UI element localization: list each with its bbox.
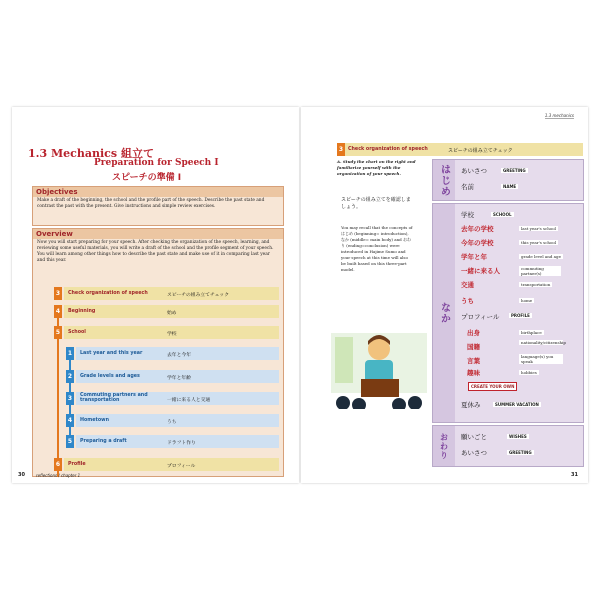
subtitle-jp: スピーチの準備 I bbox=[112, 173, 182, 183]
outline-row[interactable]: 3 Check organization of speech スピーチの組み立てチェック bbox=[54, 287, 279, 300]
school-item-jp: 今年の学校 bbox=[461, 239, 494, 247]
overview-header: Overview bbox=[33, 229, 283, 239]
school-item-jp: 学年と年 bbox=[461, 253, 487, 261]
instruction-jp: スピーチの組み立てを確認しましょう。 bbox=[341, 197, 411, 210]
owari-panel bbox=[432, 425, 584, 467]
school-jp: 学校 bbox=[461, 211, 474, 219]
profile-tag: PROFILE bbox=[511, 313, 530, 318]
profile-item-jp: 趣味 bbox=[467, 369, 480, 377]
organization-jp: スピーチの組み立てチェック bbox=[448, 148, 513, 154]
outline-subrow[interactable]: 4 Hometown うち bbox=[66, 414, 279, 427]
subtitle: Preparation for Speech I bbox=[94, 158, 219, 168]
owari-greeting-tag: GREETING bbox=[509, 450, 532, 455]
summer-tag: SUMMER VACATION bbox=[495, 402, 539, 407]
organization-num: 3 bbox=[337, 143, 345, 156]
hajime-label: はじめ bbox=[433, 160, 455, 200]
school-item-jp: うち bbox=[461, 297, 474, 305]
greeting-jp: あいさつ bbox=[461, 167, 487, 175]
book-spread bbox=[12, 107, 588, 483]
name-jp: 名前 bbox=[461, 183, 474, 191]
school-item-en: last year's school bbox=[521, 226, 556, 231]
school-item-jp: 交通 bbox=[461, 281, 474, 289]
owari-label: おわり bbox=[433, 426, 455, 466]
running-head: 1.3 mechanics bbox=[544, 113, 574, 118]
greeting-tag: GREETING bbox=[503, 168, 526, 173]
instruction-text: A. Study the chart on the right and familiarize yourself with the organization of your speech. bbox=[337, 159, 416, 176]
naka-panel bbox=[432, 203, 584, 423]
section-title: 1.3 Mechanics 組立て bbox=[28, 147, 155, 160]
profile-item-en: hobbies bbox=[521, 370, 537, 375]
profile-item-jp: 出身 bbox=[467, 329, 480, 337]
overview-text: Now you will start preparing for your speech. After checking the organization of the speech, learning, and reviewing some useful materials, you will write a draft of the school and the profile segment of your speech. You will learn among other things how to describe the past state and make use of it in comparing last year and this year. bbox=[37, 240, 274, 263]
school-item-en: this year's school bbox=[521, 240, 557, 245]
page-number-left: 30 bbox=[18, 472, 25, 478]
organization-label: Check organization of speech bbox=[348, 147, 428, 152]
profile-item-en: birthplace bbox=[521, 330, 542, 335]
objectives-text: Make a draft of the beginning, the school and the profile part of the speech. Describe the past state and contrast the past with the present. Give instructions and simple review exercises. bbox=[37, 198, 265, 209]
school-item-jp: 一緒に来る人 bbox=[461, 267, 500, 275]
right-page bbox=[301, 107, 588, 483]
overview-box bbox=[32, 228, 284, 477]
objectives-header: Objectives bbox=[33, 187, 283, 197]
outline-subrow[interactable]: 5 Preparing a draft ドラフト作り bbox=[66, 435, 279, 448]
naka-label: なか bbox=[433, 204, 455, 422]
outline-subrow[interactable]: 1 Last year and this year 去年と今年 bbox=[66, 347, 279, 360]
owari-greeting-jp: あいさつ bbox=[461, 449, 487, 457]
profile-item-en: nationality/citizenship bbox=[521, 340, 566, 345]
name-tag: NAME bbox=[503, 184, 517, 189]
summer-jp: 夏休み bbox=[461, 401, 481, 409]
page-number-right: 31 bbox=[571, 472, 578, 478]
school-item-jp: 去年の学校 bbox=[461, 225, 494, 233]
wishes-tag: WISHES bbox=[509, 434, 527, 439]
recall-text: You may recall that the concepts of はじめ (beginning= introduction), なか (middle= main body) and おわり (ending=conclusion) were introduced in Hajime Sumo and your speech at this time will also be built based on this three-part model. bbox=[341, 225, 413, 272]
outline-subrow[interactable]: 3 Commuting partners and transportation 一緒に来る人と交通 bbox=[66, 392, 279, 405]
school-item-en: commuting partner(s) bbox=[519, 266, 561, 276]
outline-row[interactable]: 5 School 学校 bbox=[54, 326, 279, 339]
profile-item-en: language(s) you speak bbox=[519, 354, 563, 364]
school-item-en: transportation bbox=[521, 282, 551, 287]
left-page bbox=[12, 107, 299, 483]
create-your-own-button[interactable]: CREATE YOUR OWN bbox=[468, 382, 517, 391]
school-tag: SCHOOL bbox=[493, 212, 512, 217]
profile-jp: プロフィール bbox=[461, 313, 500, 321]
school-item-en: home bbox=[521, 298, 533, 303]
profile-item-jp: 言葉 bbox=[467, 357, 480, 365]
chapter-footer: reflections / chapter 1 bbox=[36, 473, 81, 478]
objectives-box bbox=[32, 186, 284, 226]
wishes-jp: 願いごと bbox=[461, 433, 487, 441]
teacher-illustration bbox=[331, 323, 427, 409]
outline-row[interactable]: 4 Beginning 始め bbox=[54, 305, 279, 318]
section-title-jp: 組立て bbox=[121, 147, 155, 160]
outline-row[interactable]: 6 Profile プロフィール bbox=[54, 458, 279, 471]
school-item-en: grade level and age bbox=[521, 254, 561, 259]
outline-subrow[interactable]: 2 Grade levels and ages 学年と年齢 bbox=[66, 370, 279, 383]
profile-item-jp: 国籍 bbox=[467, 343, 480, 351]
hajime-panel bbox=[432, 159, 584, 201]
